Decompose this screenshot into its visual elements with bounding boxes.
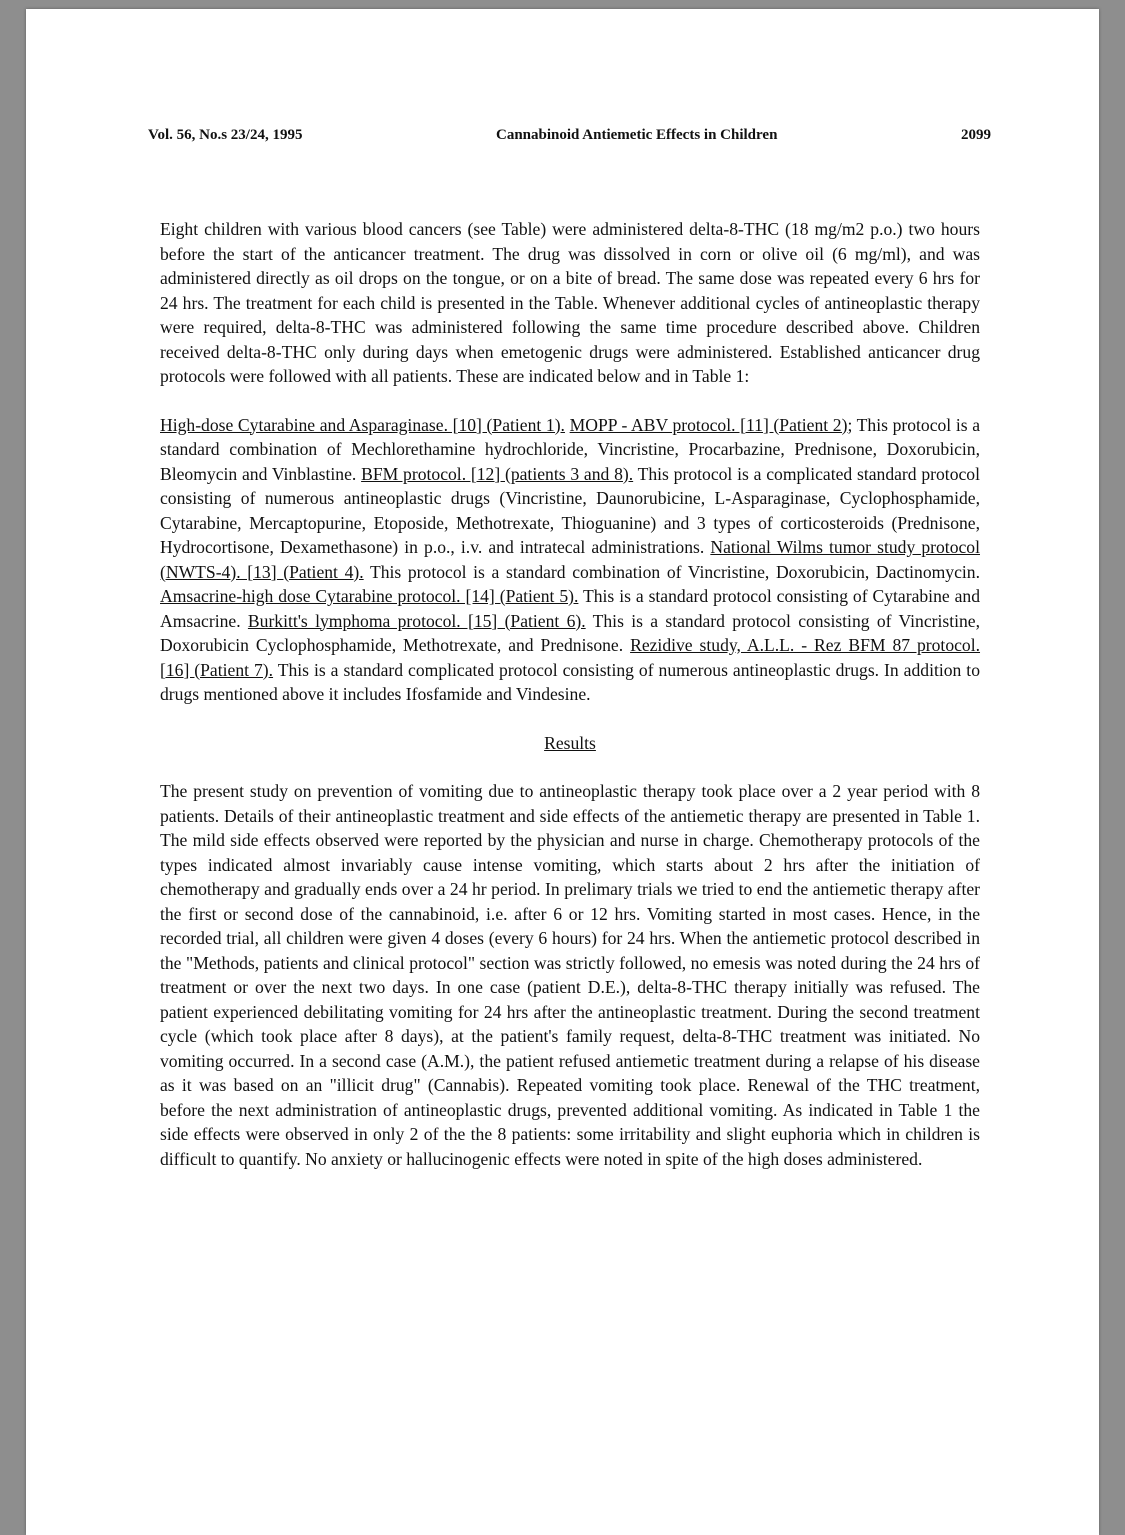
protocol-7-text: This is a standard complicated protocol consisting of numerous antineoplastic drugs. In addition to drugs mentioned above it includes Ifosfamide and Vindesine. [160, 659, 980, 704]
protocol-2-title: MOPP - ABV protocol. [11] (Patient 2); [569, 414, 853, 435]
running-title: Cannabinoid Antiemetic Effects in Children [496, 127, 778, 143]
page-number: 2099 [961, 127, 991, 143]
results-heading: Results [544, 732, 596, 753]
document-page [26, 9, 1099, 1535]
protocol-2-text: This protocol is a standard combination of Mechlorethamine hydrochloride, Vincristine, Procarbazine, Prednisone, Doxorubicin, Bleomycin and Vinblastine. [160, 414, 981, 484]
protocols-paragraph [160, 413, 980, 707]
journal-volume: Vol. 56, No.s 23/24, 1995 [148, 127, 303, 143]
protocol-4-title: National Wilms tumor study protocol (NWTS-4). [13] (Patient 4). [160, 537, 980, 582]
protocol-1-title: High-dose Cytarabine and Asparaginase. [10] (Patient 1). [160, 414, 565, 435]
protocol-3-text: This protocol is a complicated standard protocol consisting of numerous antineoplastic drugs (Vincristine, Daunorubicine, L-Asparaginase, Cyclophosphamide, Cytarabine, Mercaptopurine, Etoposide, Methotrexate, Thioguanine) and 3 types of corticosteroids (Prednisone, Hydrocortisone, Dexamethasone) in p.o., i.v. and intratecal administrations. [160, 463, 980, 557]
article-body [160, 217, 980, 1171]
protocol-6-title: Burkitt's lymphoma protocol. [15] (Patient 6). [247, 610, 586, 631]
protocol-6-text: This is a standard protocol consisting of Vincristine, Doxorubicin Cyclophosphamide, Methotrexate, and Prednisone. [160, 610, 980, 655]
protocol-4-text: This protocol is a standard combination of Vincristine, Doxorubicin, Dactinomycin. [363, 561, 980, 582]
protocol-3-title: BFM protocol. [12] (patients 3 and 8). [361, 463, 634, 484]
protocol-5-text: This is a standard protocol consisting of Cytarabine and Amsacrine. [160, 586, 980, 631]
results-paragraph: The present study on prevention of vomiting due to antineoplastic therapy took place over a 2 year period with 8 patients. Details of their antineoplastic treatment and side effects of the antiemetic therapy are presented in Table 1. The mild side effects observed were reported by the physician and nurse in charge. Chemotherapy protocols of the types indicated almost invariably cause intense vomiting, which starts about 2 hrs after the initiation of chemotherapy and gradually ends over a 24 hr period. In prelimary trials we tried to end the antiemetic therapy after the first or second dose of the cannabinoid, i.e. after 6 or 12 hrs. Vomiting started in most cases. Hence, in the recorded trial, all children were given 4 doses (every 6 hours) for 24 hrs. When the antiemetic protocol described in the "Methods, patients and clinical protocol" section was strictly followed, no emesis was noted during the 24 hrs of treatment or over the next two days. In one case (patient D.E.), delta-8-THC therapy initially was refused. The patient experienced debilitating vomiting for 24 hrs after the antineoplastic treatment. During the second treatment cycle (which took place after 8 days), at the patient's family request, delta-8-THC treatment was initiated. No vomiting occurred. In a second case (A.M.), the patient refused antiemetic treatment during a relapse of his disease as it was based on an "illicit drug" (Cannabis). Repeated vomiting took place. Renewal of the THC treatment, before the next administration of antineoplastic drugs, prevented additional vomiting. As indicated in Table 1 the side effects were observed in only 2 of the the 8 patients: some irritability and slight euphoria which in children is difficult to quantify. No anxiety or hallucinogenic effects were noted in spite of the high doses administered. [160, 781, 980, 1169]
protocol-5-title: Amsacrine-high dose Cytarabine protocol. [14] (Patient 5). [160, 586, 579, 606]
methods-paragraph: Eight children with various blood cancers (see Table) were administered delta-8-THC (18 mg/m2 p.o.) two hours before the start of the anticancer treatment. The drug was dissolved in corn or olive oil (6 mg/ml), and was administered directly as oil drops on the tongue, or on a bite of bread. The same dose was repeated every 6 hrs for 24 hrs. The treatment for each child is presented in the Table. Whenever additional cycles of antineoplastic therapy were required, delta-8-THC was administered following the same time procedure described above. Children received delta-8-THC only during days when emetogenic drugs were administered. Established anticancer drug protocols were followed with all patients. These are indicated below and in Table 1: [160, 219, 980, 386]
protocol-7-title: Rezidive study, A.L.L. - Rez BFM 87 protocol. [16] (Patient 7). [160, 635, 981, 680]
